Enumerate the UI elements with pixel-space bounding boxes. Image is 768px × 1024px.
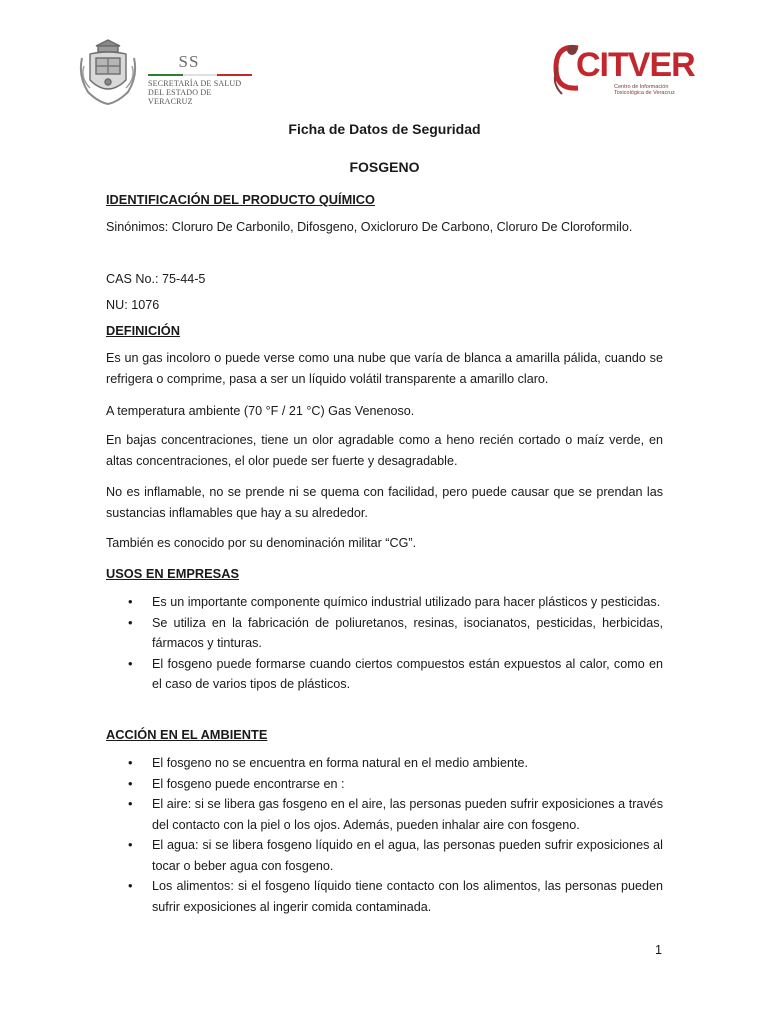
un-number: NU: 1076 bbox=[106, 298, 160, 312]
list-item bbox=[106, 592, 663, 613]
ss-wordmark bbox=[148, 52, 256, 106]
ss-line2: DEL ESTADO DE VERACRUZ bbox=[148, 88, 212, 106]
uses-list bbox=[106, 592, 663, 695]
list-item bbox=[106, 654, 663, 695]
bullet: • bbox=[128, 837, 133, 852]
bullet: • bbox=[128, 796, 133, 811]
definition-heading: DEFINICIÓN bbox=[106, 323, 180, 338]
list-item bbox=[106, 794, 663, 835]
definition-paragraph: No es inflamable, no se prende ni se quema con facilidad, pero puede causar que se prendan las sustancias inflamables que hay a su alrededor. bbox=[106, 485, 663, 520]
identification-heading: IDENTIFICACIÓN DEL PRODUCTO QUÍMICO bbox=[106, 192, 375, 207]
definition-paragraph: A temperatura ambiente (70 °F / 21 °C) Gas Venenoso. bbox=[106, 404, 415, 418]
citver-name: CITVER bbox=[576, 46, 695, 84]
substance-name: FOSGENO bbox=[349, 159, 420, 175]
document-title: Ficha de Datos de Seguridad bbox=[288, 121, 481, 137]
list-item-text: El agua: si se libera fosgeno líquido en el agua, las personas pueden sufrir exposiciones al tocar o beber agua con fosgeno. bbox=[152, 838, 663, 873]
bullet: • bbox=[128, 775, 133, 791]
citver-logo bbox=[548, 38, 695, 104]
page-number: 1 bbox=[654, 943, 662, 957]
uses-heading: USOS EN EMPRESAS bbox=[106, 566, 239, 581]
bullet: • bbox=[128, 878, 133, 893]
bullet: • bbox=[128, 755, 133, 770]
citver-sub-line2: Toxicológica de Veracruz bbox=[614, 90, 675, 96]
list-item bbox=[106, 774, 663, 795]
cas-number: CAS No.: 75-44-5 bbox=[106, 272, 206, 286]
list-item-text: Los alimentos: si el fosgeno líquido tiene contacto con los alimentos, las personas pueden sufrir exposiciones al ingerir comida contaminada. bbox=[152, 879, 663, 914]
list-item-text: El fosgeno no se encuentra en forma natural en el medio ambiente. bbox=[152, 756, 528, 770]
bullet: • bbox=[128, 594, 133, 609]
ss-acronym: SS bbox=[178, 52, 200, 71]
bullet: • bbox=[128, 655, 133, 671]
list-item bbox=[106, 876, 663, 917]
citver-subtitle bbox=[614, 84, 694, 96]
synonyms-text: Sinónimos: Cloruro De Carbonilo, Difosgeno, Oxicloruro De Carbono, Cloruro De Cloroformilo. bbox=[106, 220, 633, 234]
list-item-text: El aire: si se libera gas fosgeno en el aire, las personas pueden sufrir exposiciones a través del contacto con la piel o los ojos. Además, pueden inhalar aire con fosgeno. bbox=[152, 797, 663, 832]
environment-list bbox=[106, 753, 663, 917]
ss-line1: SECRETARÍA DE SALUD bbox=[148, 79, 242, 88]
list-item bbox=[106, 613, 663, 654]
list-item-text: Se utiliza en la fabricación de poliuretanos, resinas, isocianatos, pesticidas, herbicidas, fármacos y tinturas. bbox=[152, 615, 663, 650]
environment-heading: ACCIÓN EN EL AMBIENTE bbox=[106, 727, 268, 742]
definition-paragraph: También es conocido por su denominación militar “CG”. bbox=[106, 536, 417, 550]
definition-paragraph: En bajas concentraciones, tiene un olor agradable como a heno recién cortado o maíz verde, en altas concentraciones, el olor puede ser fuerte y desagradable. bbox=[106, 433, 663, 468]
list-item-text: El fosgeno puede encontrarse en : bbox=[152, 776, 345, 791]
list-item bbox=[106, 753, 663, 774]
veracruz-crest-icon bbox=[76, 36, 140, 108]
page-header bbox=[76, 30, 695, 110]
citver-sub-line1: Centro de Información bbox=[614, 84, 669, 90]
flag-stripe bbox=[148, 74, 252, 76]
list-item-text: El fosgeno puede formarse cuando ciertos compuestos están expuestos al calor, como en el caso de varios tipos de plásticos. bbox=[152, 656, 663, 691]
list-item bbox=[106, 835, 663, 876]
secretaria-salud-logo bbox=[76, 36, 256, 106]
definition-paragraph: Es un gas incoloro o puede verse como una nube que varía de blanca a amarilla pálida, cuando se refrigera o comprime, pasa a ser un líquido volátil transparente a amarillo claro. bbox=[106, 351, 663, 386]
list-item-text: Es un importante componente químico industrial utilizado para hacer plásticos y pesticidas. bbox=[152, 595, 661, 609]
bullet: • bbox=[128, 614, 133, 630]
